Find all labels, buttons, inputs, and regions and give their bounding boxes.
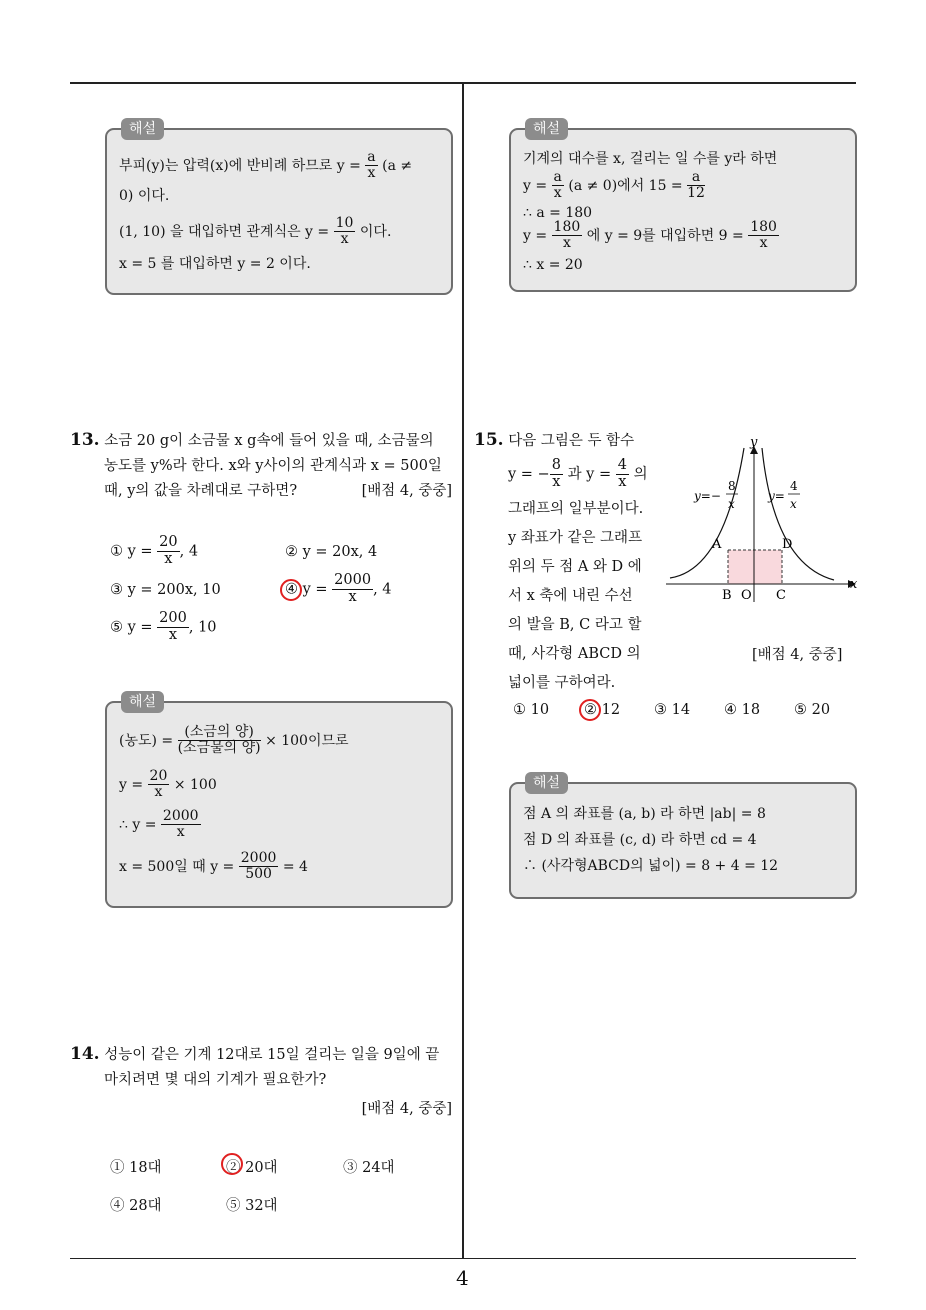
exp14-line5: ∴ x = 20 [523,257,583,273]
exp13-line4: x = 500일 때 y = $\frac{2000}{500}$ = 4 [119,850,308,883]
fraction: $\frac{2000}{x}$ [162,808,199,841]
page-number: 4 [456,1266,469,1290]
exp15-line3: ∴ (사각형ABCD의 넓이) = 8 + 4 = 12 [523,858,779,874]
rectangle-abcd [728,550,782,584]
fraction: $\frac{180}{x}$ [553,219,581,252]
point-a-label: A [712,537,722,552]
explanation-box-q14 [509,121,857,292]
q15-choice-4[interactable]: ④ 18 [724,702,761,718]
question-13: 13. 소금 20 g이 소금물 x g속에 들어 있을 때, 소금물의 농도를 y%라 한다. x와 y사이의 관계식과 x = 500일 때, y의 값을 차례대로 구하면? [배점 4, 중중] [70,428,460,504]
origin-label: O [741,588,752,603]
fraction: $\frac{200}{x}$ [159,610,187,643]
score-label: [배점 4, 중중] [361,1101,452,1117]
exp14-line4: y = $\frac{180}{x}$ 에 y = 9를 대입하면 9 = $\frac{180}{x}$ [523,219,777,252]
question-number: 14. [70,1044,100,1064]
q14-choice-1[interactable]: ① 18대 [110,1160,162,1176]
exp12-line4: x = 5 를 대입하면 y = 2 이다. [119,256,311,272]
q13-choice-2[interactable]: ② y = 20x, 4 [285,544,378,560]
bottom-rule [70,1258,856,1259]
exp14-line3: ∴ a = 180 [523,205,593,221]
fraction: $\frac{a}{12}$ [687,169,705,202]
y-axis-label: y [750,435,758,450]
q13-choice-4[interactable]: ④ y = $\frac{2000}{x}$ , 4 [285,572,392,605]
left-curve-num: 8 [728,479,736,493]
q13-choice-5[interactable]: ⑤ y = $\frac{200}{x}$ , 10 [110,610,217,643]
q15-choice-1[interactable]: ① 10 [513,702,550,718]
fraction: $\frac{2000}{x}$ [334,572,372,605]
question-number: 13. [70,430,100,450]
hyperbola-graph [664,434,864,604]
point-d-label: D [782,537,793,552]
point-b-label: B [722,588,732,603]
answer-mark [221,1153,243,1175]
fraction: $\frac{2000}{500}$ [240,850,277,883]
answer-mark [280,579,302,601]
explanation-box-q12 [105,121,453,295]
explanation-tab: 해설 [121,118,164,140]
fraction: $\frac{4}{x}$ [617,457,627,490]
exp13-line2: y = $\frac{20}{x}$ × 100 [119,768,217,801]
column-divider [462,83,464,1258]
q13-choice-1[interactable]: ① y = $\frac{20}{x}$ , 4 [110,534,199,567]
explanation-tab: 해설 [525,772,568,794]
explanation-box-q13 [105,694,453,908]
fraction: $\frac{a}{x}$ [553,169,562,202]
exp12-line3: (1, 10) 을 대입하면 관계식은 y = $\frac{10}{x}$ 이다. [119,215,392,248]
right-curve-num: 4 [790,479,798,493]
q14-choice-4[interactable]: ④ 28대 [110,1198,162,1214]
point-c-label: C [776,588,786,603]
exp14-line1: 기계의 대수를 x, 걸리는 일 수를 y라 하면 [523,151,778,167]
exp12-line1: 부피(y)는 압력(x)에 반비례 하므로 y = $\frac{a}{x}$ (a ≠ [119,149,413,182]
fraction: $\frac{a}{x}$ [367,149,376,182]
explanation-box-q15 [509,775,857,899]
fraction: $\frac{180}{x}$ [750,219,777,252]
q13-choice-3[interactable]: ③ y = 200x, 10 [110,582,221,598]
q15-choice-2[interactable]: ② 12 [584,702,621,718]
fraction: $\frac{\text{(소금의 양)}}{\text{(소금물의 양)}}$ [177,724,261,757]
explanation-tab: 해설 [525,118,568,140]
exp15-line2: 점 D 의 좌표를 (c, d) 라 하면 cd = 4 [523,832,757,848]
question-15: 15. 다음 그림은 두 함수 y = − $\frac{8}{x}$ 과 y = $\frac{4}{x}$ 의 그래프의 일부분이다. y 좌표가 같은 그래프 위의 두 점 A 와 D 에 서 x 축에 내린 수선 의 발을 B, C 라고 할 때, 사각형 ABCD 의 넓이를 구하여라. [474,430,648,691]
left-curve-den: x [728,497,735,511]
exp13-line3: ∴ y = $\frac{2000}{x}$ [119,808,199,841]
score-label: [배점 4, 중중] [752,647,843,663]
left-curve-label: y=− [694,489,721,503]
question-14: 14. 성능이 같은 기계 12대로 15일 걸리는 일을 9일에 끝 마치려면 몇 대의 기계가 필요한가? [배점 4, 중중] [70,1042,460,1122]
exp13-line1: (농도) = $\frac{\text{(소금의 양)}}{\text{(소금물의 양)}}$ × 100이므로 [119,724,349,757]
fraction: $\frac{20}{x}$ [159,534,178,567]
q15-choice-3[interactable]: ③ 14 [654,702,691,718]
fraction: $\frac{20}{x}$ [149,768,168,801]
score-label: [배점 4, 중중] [361,483,452,499]
x-axis-label: x [850,577,858,592]
right-curve-den: x [790,497,797,511]
exp14-line2: y = $\frac{a}{x}$ (a ≠ 0)에서 15 = $\frac{a}{12}$ [523,169,705,202]
q14-choice-3[interactable]: ③ 24대 [343,1160,395,1176]
answer-mark [579,699,601,721]
exp15-line1: 점 A 의 좌표를 (a, b) 라 하면 |ab| = 8 [523,806,766,822]
q14-choice-5[interactable]: ⑤ 32대 [226,1198,278,1214]
fraction: $\frac{10}{x}$ [335,215,354,248]
q14-choice-2[interactable]: ② 20대 [226,1160,278,1176]
explanation-tab: 해설 [121,691,164,713]
fraction: $\frac{8}{x}$ [551,457,561,490]
question-number: 15. [474,430,504,450]
exp12-line2: 0) 이다. [119,188,170,204]
q15-choice-5[interactable]: ⑤ 20 [794,702,831,718]
right-curve-label: y= [768,489,785,503]
